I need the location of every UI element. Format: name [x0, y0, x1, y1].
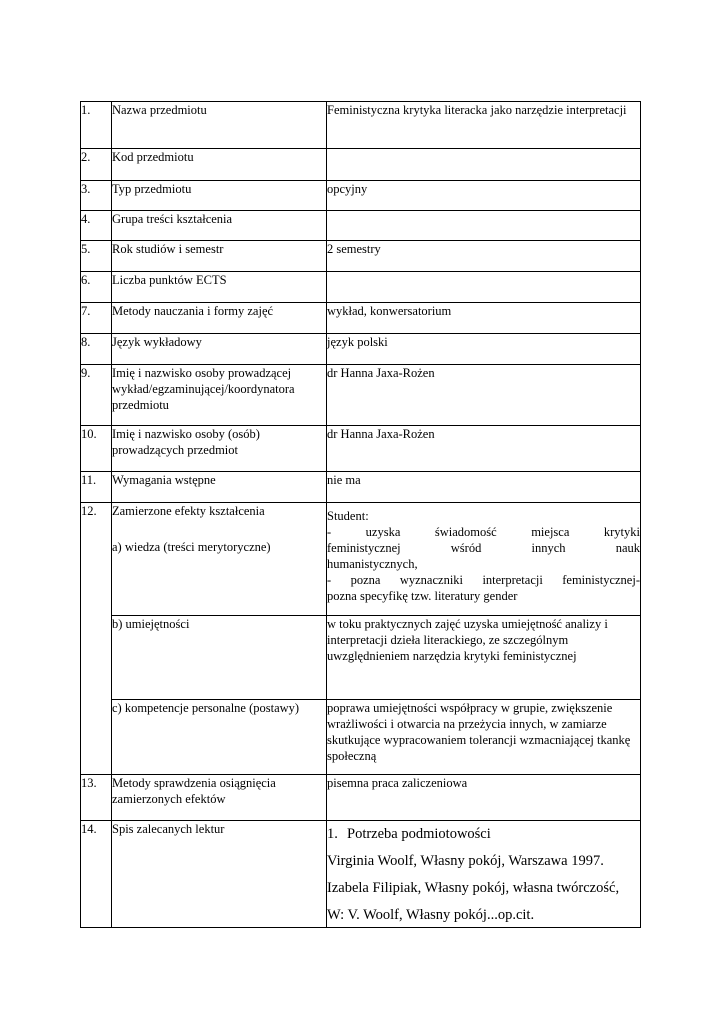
row-number: 4. [81, 211, 112, 241]
row-number: 5. [81, 241, 112, 272]
knowledge-label: a) wiedza (treści merytoryczne) [112, 540, 271, 554]
row-number: 11. [81, 472, 112, 503]
row-value: Feministyczna krytyka literacka jako narzędzie interpretacji [327, 102, 641, 149]
table-row [81, 503, 641, 616]
row-value [327, 149, 641, 181]
list-item: Izabela Filipiak, Własny pokój, własna twórczość, [327, 880, 620, 896]
row-number: 2. [81, 149, 112, 181]
row-value: dr Hanna Jaxa-Rożen [327, 426, 641, 472]
table-row [81, 775, 641, 821]
table-row [81, 821, 641, 928]
row-number: 8. [81, 334, 112, 365]
row-value [327, 211, 641, 241]
table-row [81, 472, 641, 503]
table-row [81, 616, 641, 700]
row-number: 10. [81, 426, 112, 472]
competences-value: poprawa umiejętności współpracy w grupie, zwiększenie wrażliwości i otwarcia na przeżycia innych, w zamiarze skutkujące wypracowaniem tolerancji wzmacniającej tkankę społeczną [327, 700, 641, 775]
row-label: Rok studiów i semestr [112, 241, 327, 272]
row-value: język polski [327, 334, 641, 365]
outcomes-knowledge-label [112, 503, 327, 616]
list-item: W: V. Woolf, Własny pokój...op.cit. [327, 907, 535, 923]
row-label: Zamierzone efekty kształcenia [112, 504, 265, 518]
row-number: 9. [81, 365, 112, 426]
row-value: nie ma [327, 472, 641, 503]
row-label: Imię i nazwisko osoby prowadzącej wykład/egzaminującej/koordynatora przedmiotu [112, 365, 327, 426]
row-label: Liczba punktów ECTS [112, 272, 327, 303]
table-row [81, 211, 641, 241]
row-number: 12. [81, 503, 112, 775]
table-row [81, 365, 641, 426]
table-row [81, 272, 641, 303]
row-number: 3. [81, 181, 112, 211]
syllabus-table [80, 101, 641, 928]
row-value: 2 semestry [327, 241, 641, 272]
row-value: opcyjny [327, 181, 641, 211]
table-row [81, 426, 641, 472]
list-item: Virginia Woolf, Własny pokój, Warszawa 1997. [327, 853, 604, 869]
row-label: Spis zalecanych lektur [112, 821, 327, 928]
row-label: Metody sprawdzenia osiągnięcia zamierzonych efektów [112, 775, 327, 821]
row-label: Wymagania wstępne [112, 472, 327, 503]
table-row [81, 181, 641, 211]
row-label: Imię i nazwisko osoby (osób) prowadzących przedmiot [112, 426, 327, 472]
table-row [81, 303, 641, 334]
row-number: 6. [81, 272, 112, 303]
row-value: dr Hanna Jaxa-Rożen [327, 365, 641, 426]
row-value [327, 272, 641, 303]
reading-list [327, 821, 641, 928]
skills-value: w toku praktycznych zajęć uzyska umiejętność analizy i interpretacji dzieła literackiego, ze szczególnym uwzględnieniem narzędzia krytyki feministycznej [327, 616, 641, 700]
row-value: pisemna praca zaliczeniowa [327, 775, 641, 821]
table-row [81, 334, 641, 365]
row-label: Grupa treści kształcenia [112, 211, 327, 241]
table-row [81, 102, 641, 149]
knowledge-value: Student: - uzyska świadomość miejsca krytyki feministycznej wśród innych nauk humanistycznych, - pozna wyznaczniki interpretacji feministycznej- pozna specyfikę tzw. literatury gender [327, 503, 641, 616]
table-row [81, 241, 641, 272]
row-label: Język wykładowy [112, 334, 327, 365]
competences-label: c) kompetencje personalne (postawy) [112, 700, 327, 775]
list-item: 1. Potrzeba podmiotowości [327, 826, 491, 842]
table-row [81, 149, 641, 181]
row-number: 14. [81, 821, 112, 928]
row-number: 7. [81, 303, 112, 334]
row-label: Kod przedmiotu [112, 149, 327, 181]
row-label: Typ przedmiotu [112, 181, 327, 211]
row-value: wykład, konwersatorium [327, 303, 641, 334]
row-number: 1. [81, 102, 112, 149]
skills-label: b) umiejętności [112, 616, 327, 700]
row-label: Nazwa przedmiotu [112, 102, 327, 149]
row-label: Metody nauczania i formy zajęć [112, 303, 327, 334]
row-number: 13. [81, 775, 112, 821]
table-row [81, 700, 641, 775]
